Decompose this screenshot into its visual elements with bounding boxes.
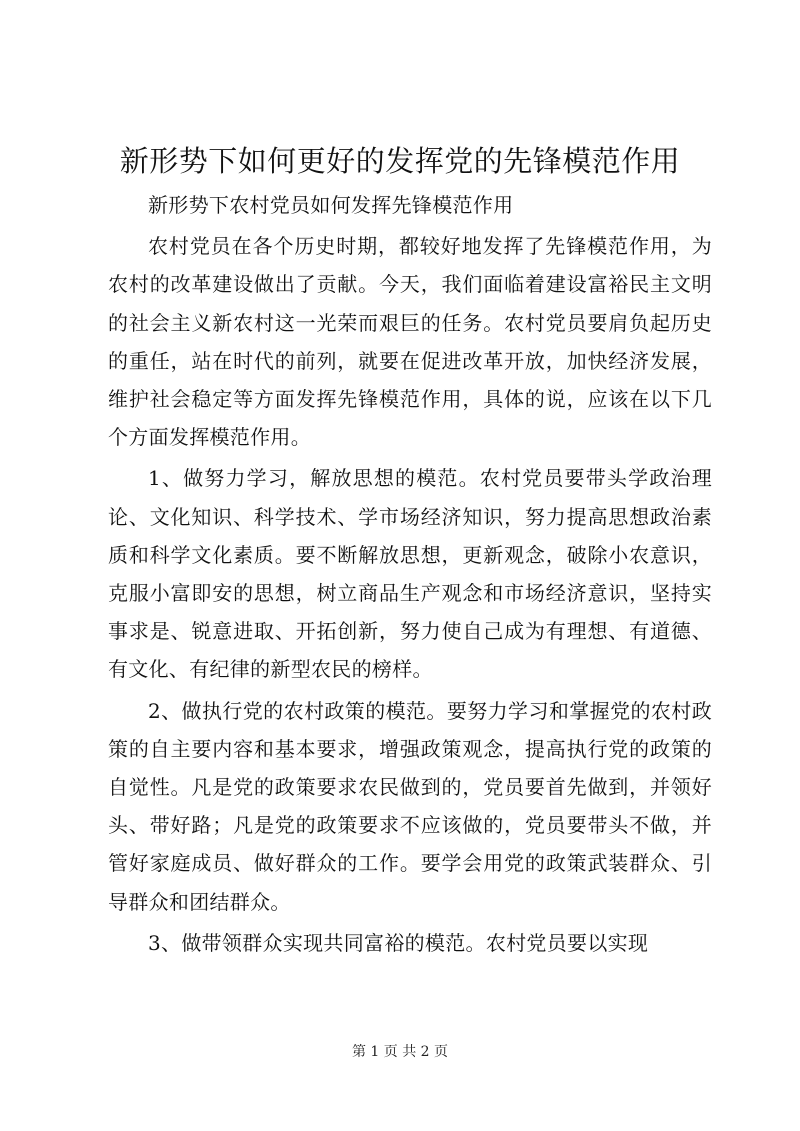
document-body (108, 186, 712, 965)
subtitle-paragraph: 新形势下农村党员如何发挥先锋模范作用 (148, 193, 514, 217)
point-1-paragraph: 1、做努力学习，解放思想的模范。农村党员要带头学政治理论、文化知识、科学技术、学市场经济知识，努力提高思想政治素质和科学文化素质。要不断解放思想，更新观念，破除小农意识，克服小富即安的思想，树立商品生产观念和市场经济意识，坚持实事求是、锐意进取、开拓创新，努力使自己成为有理想、有道德、有文化、有纪律的新型农民的榜样。 (108, 466, 712, 682)
page-number-footer: 第 1 页 共 2 页 (351, 1044, 449, 1060)
document-title: 新形势下如何更好的发挥党的先锋模范作用 (119, 144, 681, 178)
point-3-paragraph: 3、做带领群众实现共同富裕的模范。农村党员要以实现 (148, 930, 649, 955)
point-2-paragraph: 2、做执行党的农村政策的模范。要努力学习和掌握党的农村政策的自主要内容和基本要求，增强政策观念，提高执行党的政策的自觉性。凡是党的政策要求农民做到的，党员要首先做到，并领好头、带好路；凡是党的政策要求不应该做的，党员要带头不做，并管好家庭成员、做好群众的工作。要学会用党的政策武装群众、引导群众和团结群众。 (108, 698, 712, 914)
intro-paragraph: 农村党员在各个历史时期，都较好地发挥了先锋模范作用，为农村的改革建设做出了贡献。今天，我们面临着建设富裕民主文明的社会主义新农村这一光荣而艰巨的任务。农村党员要肩负起历史的重任，站在时代的前列，就要在促进改革开放，加快经济发展，维护社会稳定等方面发挥先锋模范作用，具体的说，应该在以下几个方面发挥模范作用。 (108, 234, 712, 450)
